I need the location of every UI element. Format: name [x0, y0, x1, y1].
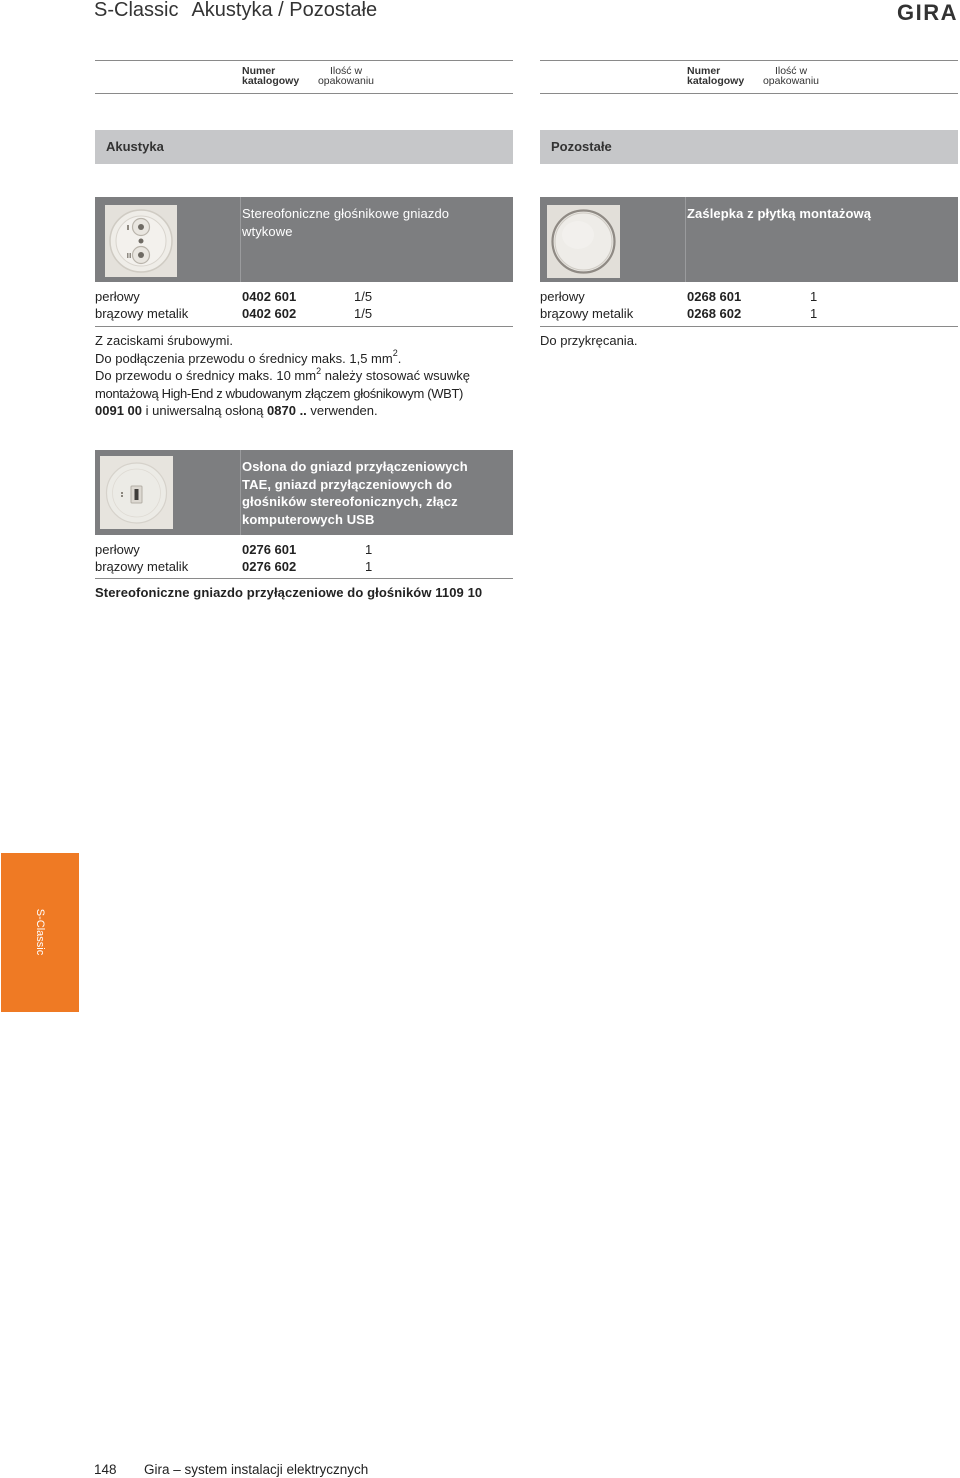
- catalog-number: [242, 288, 296, 305]
- page-title-main: S-Classic: [94, 0, 179, 21]
- column-header-line: Ilość w: [774, 65, 808, 77]
- footer-text: Gira – system instalacji elektrycznych: [144, 1462, 369, 1477]
- description-text: 0091 00: [95, 403, 142, 418]
- blank-cover-icon: [547, 205, 620, 278]
- pack-qty: 1/5: [354, 306, 373, 321]
- section-pozostale: Pozostałe: [540, 130, 958, 164]
- description-line: Z zaciskami śrubowymi.: [95, 333, 233, 348]
- catalog-number: [242, 305, 296, 322]
- description-text: Do przewodu o średnicy maks. 10 mm: [95, 368, 317, 383]
- pack-qty: 1: [810, 306, 818, 321]
- finish-label: perłowy: [540, 289, 585, 304]
- divider: [240, 197, 241, 282]
- description-text: 0870 ..: [267, 403, 307, 418]
- finish-label: brązowy metalik: [95, 306, 189, 321]
- gira-logo: GIRA: [897, 0, 958, 25]
- table-row: [540, 288, 585, 305]
- table-row: [95, 288, 140, 305]
- catalog-number-value: 0402 602: [242, 306, 297, 321]
- description-text: .: [397, 350, 402, 366]
- divider: [95, 326, 513, 327]
- side-tab: [1, 853, 79, 1012]
- catalog-number-value: 0268 601: [687, 289, 742, 304]
- product-title-line: głośników stereofonicznych, złącz: [242, 494, 458, 509]
- superscript: 2: [316, 365, 322, 376]
- product-header-connection-cover: [95, 450, 513, 535]
- column-header-line: katalogowy: [687, 75, 745, 87]
- product-title-line: Osłona do gniazd przyłączeniowych: [242, 459, 468, 474]
- catalog-number-value: 0276 601: [242, 542, 297, 557]
- product-title-line: TAE, gniazd przyłączeniowych do: [242, 476, 453, 492]
- blank-cover-image: [547, 205, 620, 278]
- product-title-line: komputerowych USB: [242, 511, 375, 527]
- finish-label: brązowy metalik: [540, 306, 634, 321]
- product-description-blank-cover: Do przykręcania.: [540, 333, 638, 348]
- product-title-line: Stereofoniczne głośnikowe gniazdo: [242, 206, 450, 221]
- catalog-number-value: 0402 601: [242, 289, 297, 304]
- catalog-number: [242, 541, 296, 558]
- finish-label: brązowy metalik: [95, 559, 189, 574]
- divider: [540, 60, 958, 61]
- speaker-socket-icon: [105, 205, 177, 277]
- column-header-pack-qty-left: [316, 66, 376, 86]
- description-line: [95, 402, 515, 420]
- connection-cover-icon: [100, 456, 173, 529]
- divider: [685, 197, 686, 282]
- column-header-line: Ilość w: [329, 65, 363, 77]
- superscript: 2: [392, 348, 398, 359]
- catalog-number: [242, 558, 296, 575]
- pack-qty: 1/5: [354, 289, 373, 304]
- product-title-line: wtykowe: [242, 223, 293, 239]
- table-row: [95, 541, 140, 558]
- description-text: verwenden.: [306, 403, 378, 418]
- connection-cover-image: [100, 456, 173, 529]
- divider: [240, 450, 241, 535]
- catalog-number: [687, 288, 741, 305]
- description-text: Do podłączenia przewodu o średnicy maks. 1,5 mm: [95, 350, 393, 366]
- page-title: [94, 0, 377, 22]
- description-text: należy stosować wsuwkę: [321, 368, 470, 383]
- pack-qty: 1: [365, 559, 373, 574]
- product-title-blank-cover: Zaślepka z płytką montażową: [687, 206, 872, 221]
- table-row: [540, 305, 633, 322]
- description-text: i uniwersalną osłoną: [142, 403, 268, 418]
- column-header-catalog-number-left: [242, 66, 299, 86]
- column-header-line: opakowaniu: [317, 75, 375, 87]
- table-row: [95, 558, 188, 575]
- divider: [540, 326, 958, 327]
- divider: [95, 578, 513, 579]
- column-header-catalog-number-right: [687, 66, 744, 86]
- catalog-number-value: 0276 602: [242, 559, 297, 574]
- product-title-speaker-socket: [242, 205, 449, 240]
- description-line: [95, 350, 515, 368]
- divider: [95, 60, 513, 61]
- catalog-number-value: 0268 602: [687, 306, 742, 321]
- finish-label: perłowy: [95, 542, 140, 557]
- section-akustyka: Akustyka: [95, 130, 513, 164]
- page-number: 148: [94, 1462, 117, 1477]
- description-line: montażową High-End z wbudowanym złączem głośnikowym (WBT): [95, 385, 464, 401]
- product-title-connection-cover: [242, 458, 468, 528]
- divider: [95, 93, 513, 94]
- product-note-connection-cover: Stereofoniczne gniazdo przyłączeniowe do głośników 1109 10: [95, 585, 483, 600]
- catalog-number: [687, 305, 741, 322]
- product-description-speaker-socket: [95, 332, 515, 420]
- column-header-pack-qty-right: [761, 66, 821, 86]
- column-header-line: opakowaniu: [762, 75, 820, 87]
- finish-label: perłowy: [95, 289, 140, 304]
- pack-qty: 1: [810, 289, 818, 304]
- column-header-line: Numer: [242, 65, 276, 77]
- product-header-blank-cover: [540, 197, 958, 282]
- page-title-sub: Akustyka / Pozostałe: [191, 0, 378, 21]
- column-header-line: Numer: [687, 65, 721, 77]
- table-row: [95, 305, 188, 322]
- column-header-line: katalogowy: [242, 75, 300, 87]
- pack-qty: 1: [365, 542, 373, 557]
- product-header-speaker-socket: [95, 197, 513, 282]
- side-tab-label: S-Classic: [34, 908, 46, 956]
- speaker-socket-image: [105, 205, 177, 277]
- divider: [540, 93, 958, 94]
- description-line: [95, 367, 515, 385]
